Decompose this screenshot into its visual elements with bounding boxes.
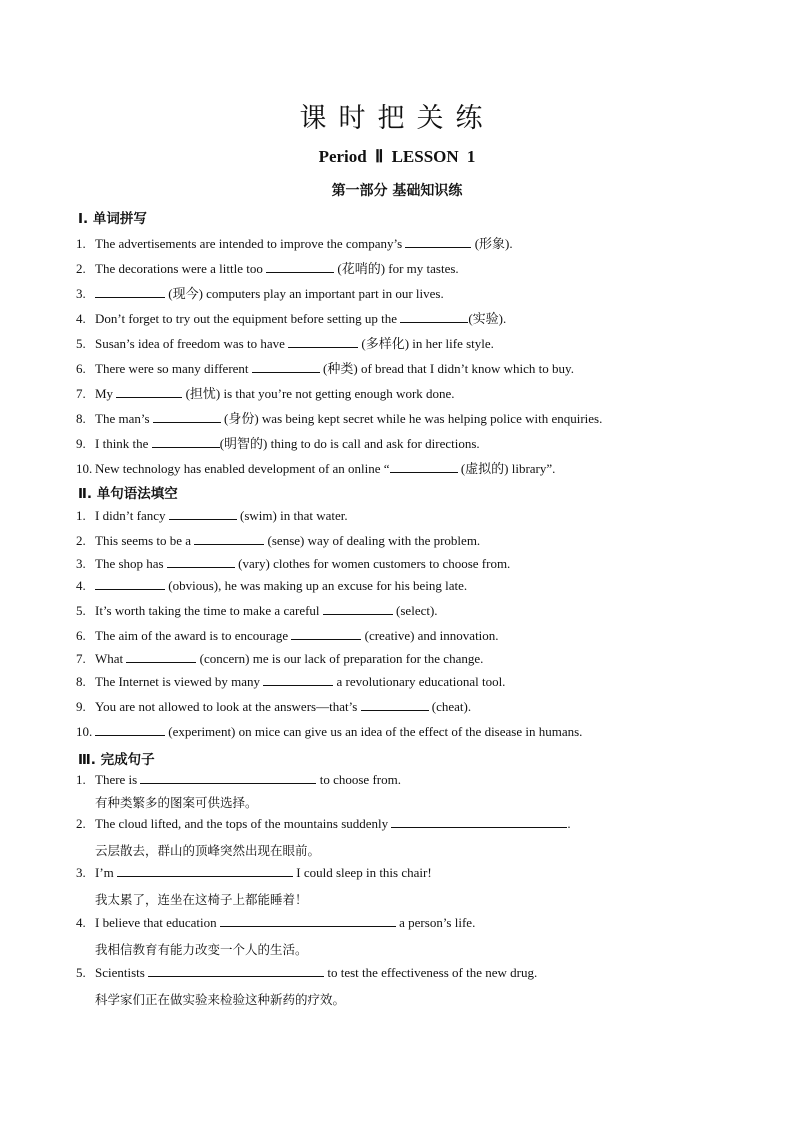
- s1-item-2: [76, 258, 459, 277]
- item-text-after: (creative) and innovation.: [361, 628, 499, 643]
- item-text-after: (experiment) on mice can give us an idea of the effect of the disease in humans.: [165, 724, 583, 739]
- answer-blank[interactable]: [391, 816, 567, 828]
- answer-blank[interactable]: [400, 311, 468, 323]
- s3-item-4: [76, 915, 475, 931]
- s1-item-6: [76, 358, 574, 377]
- item-number: 10.: [76, 461, 93, 476]
- s1-item-1: [76, 233, 513, 252]
- item-text-before: Susan’s idea of freedom was to have: [95, 336, 289, 351]
- item-text-after: (实验).: [468, 311, 507, 326]
- item-text-before: The aim of the award is to encourage: [95, 628, 292, 643]
- item-text-before: There were so many different: [95, 361, 252, 376]
- s2-item-5: [76, 603, 438, 619]
- item-text-after: (虚拟的) library”.: [457, 461, 556, 476]
- part-title: 第一部分 基础知识练: [331, 183, 463, 199]
- s3-item-2: [76, 816, 571, 832]
- answer-blank[interactable]: [220, 915, 396, 927]
- answer-blank[interactable]: [167, 556, 235, 568]
- item-text-before: My: [95, 386, 117, 401]
- item-number: 7.: [76, 651, 86, 666]
- item-text-before: The decorations were a little too: [95, 261, 267, 276]
- item-number: 3.: [76, 556, 86, 571]
- s3-item-4-translation: 我相信教育有能力改变一个人的生活。: [95, 942, 308, 957]
- answer-blank[interactable]: [323, 603, 393, 615]
- s1-item-9: [76, 433, 480, 452]
- item-number: 3.: [76, 865, 86, 880]
- item-text-before: New technology has enabled development of an online “: [95, 461, 390, 476]
- item-number: 1.: [76, 772, 86, 787]
- answer-blank[interactable]: [126, 651, 196, 663]
- item-text-before: You are not allowed to look at the answers—that’s: [95, 699, 361, 714]
- item-text-after: (现今) computers play an important part in our lives.: [165, 286, 444, 301]
- answer-blank[interactable]: [95, 724, 165, 736]
- item-number: 5.: [76, 336, 86, 351]
- item-number: 7.: [76, 386, 86, 401]
- s1-item-8: [76, 408, 602, 427]
- item-number: 3.: [76, 286, 86, 301]
- item-text-after: to test the effectiveness of the new drug.: [324, 965, 538, 980]
- item-number: 9.: [76, 436, 86, 451]
- s3-item-1: [76, 772, 401, 788]
- s2-item-1: [76, 508, 348, 524]
- item-text-after: (sense) way of dealing with the problem.: [264, 533, 481, 548]
- answer-blank[interactable]: [140, 772, 316, 784]
- item-text-after: a person’s life.: [395, 915, 476, 930]
- item-number: 4.: [76, 311, 86, 326]
- item-number: 6.: [76, 628, 86, 643]
- item-text-before: The advertisements are intended to improve the company’s: [95, 236, 406, 251]
- page-title: 课时把关练: [299, 103, 495, 134]
- answer-blank[interactable]: [361, 699, 429, 711]
- s3-item-2-translation: 云层散去，群山的顶峰突然出现在眼前。: [95, 843, 321, 858]
- item-text-before: I’m: [95, 865, 118, 880]
- item-number: 5.: [76, 965, 86, 980]
- s3-item-3-translation: 我太累了，连坐在这椅子上都能睡着！: [95, 892, 308, 907]
- item-text-after: (select).: [392, 603, 438, 618]
- item-number: 4.: [76, 915, 86, 930]
- item-text-after: .: [567, 816, 571, 831]
- s2-item-3: [76, 556, 510, 572]
- item-text-before: This seems to be a: [95, 533, 195, 548]
- s2-item-10: [76, 724, 582, 740]
- s3-item-5: [76, 965, 537, 981]
- item-number: 2.: [76, 816, 86, 831]
- answer-blank[interactable]: [117, 865, 293, 877]
- item-text-before: The Internet is viewed by many: [95, 674, 264, 689]
- section-2-heading: Ⅱ. 单句语法填空: [78, 486, 178, 502]
- item-text-before: There is: [95, 772, 141, 787]
- answer-blank[interactable]: [194, 533, 264, 545]
- s2-item-2: [76, 533, 480, 549]
- item-text-after: to choose from.: [316, 772, 401, 787]
- s2-item-7: [76, 651, 483, 667]
- item-number: 1.: [76, 508, 86, 523]
- answer-blank[interactable]: [169, 508, 237, 520]
- item-text-after: (obvious), he was making up an excuse for his being late.: [165, 578, 468, 593]
- item-text-before: I believe that education: [95, 915, 220, 930]
- answer-blank[interactable]: [266, 261, 334, 273]
- answer-blank[interactable]: [152, 436, 220, 448]
- item-text-after: I could sleep in this chair!: [293, 865, 432, 880]
- section-3-heading: Ⅲ. 完成句子: [78, 752, 155, 768]
- item-number: 8.: [76, 674, 86, 689]
- item-number: 5.: [76, 603, 86, 618]
- item-text-after: (swim) in that water.: [236, 508, 348, 523]
- item-text-after: a revolutionary educational tool.: [333, 674, 506, 689]
- item-text-after: (种类) of bread that I didn’t know which to buy.: [319, 361, 574, 376]
- item-text-before: The man’s: [95, 411, 153, 426]
- item-number: 10.: [76, 724, 93, 739]
- item-text-after: (身份) was being kept secret while he was helping police with enquiries.: [220, 411, 603, 426]
- s1-item-4: [76, 308, 506, 327]
- item-number: 4.: [76, 578, 86, 593]
- item-text-after: (明智的) thing to do is call and ask for directions.: [219, 436, 480, 451]
- s1-item-7: [76, 383, 455, 402]
- item-text-before: What: [95, 651, 127, 666]
- answer-blank[interactable]: [405, 236, 471, 248]
- item-text-before: It’s worth taking the time to make a careful: [95, 603, 323, 618]
- item-number: 2.: [76, 533, 86, 548]
- answer-blank[interactable]: [95, 286, 165, 298]
- item-number: 9.: [76, 699, 86, 714]
- section-1-heading: Ⅰ. 单词拼写: [78, 211, 147, 227]
- s1-item-3: [76, 283, 444, 302]
- s2-item-4: [76, 578, 467, 594]
- s2-item-8: [76, 674, 505, 690]
- s3-item-5-translation: 科学家们正在做实验来检验这种新药的疗效。: [95, 992, 346, 1007]
- item-text-after: (多样化) in her life style.: [358, 336, 494, 351]
- item-number: 2.: [76, 261, 86, 276]
- s2-item-9: [76, 699, 471, 715]
- item-text-before: The cloud lifted, and the tops of the mountains suddenly: [95, 816, 392, 831]
- item-text-before: The shop has: [95, 556, 167, 571]
- item-text-before: I didn’t fancy: [95, 508, 169, 523]
- answer-blank[interactable]: [95, 578, 165, 590]
- answer-blank[interactable]: [148, 965, 324, 977]
- item-text-after: (cheat).: [428, 699, 472, 714]
- item-text-after: (花哨的) for my tastes.: [334, 261, 459, 276]
- lesson-subtitle: Period Ⅱ LESSON 1: [318, 147, 476, 166]
- answer-blank[interactable]: [153, 411, 221, 423]
- s3-item-1-translation: 有种类繁多的图案可供选择。: [95, 795, 258, 810]
- answer-blank[interactable]: [390, 461, 458, 473]
- answer-blank[interactable]: [252, 361, 320, 373]
- s1-item-5: [76, 333, 494, 352]
- item-number: 6.: [76, 361, 86, 376]
- s3-item-3: [76, 865, 432, 881]
- item-text-after: (形象).: [471, 236, 513, 251]
- item-text-before: I think the: [95, 436, 152, 451]
- s1-item-10: [76, 458, 555, 477]
- answer-blank[interactable]: [291, 628, 361, 640]
- item-text-after: (concern) me is our lack of preparation for the change.: [196, 651, 484, 666]
- item-text-before: Don’t forget to try out the equipment before setting up the: [95, 311, 401, 326]
- item-number: 1.: [76, 236, 86, 251]
- s2-item-6: [76, 628, 499, 644]
- item-number: 8.: [76, 411, 86, 426]
- answer-blank[interactable]: [116, 386, 182, 398]
- answer-blank[interactable]: [288, 336, 358, 348]
- item-text-after: (担忧) is that you’re not getting enough work done.: [182, 386, 455, 401]
- answer-blank[interactable]: [263, 674, 333, 686]
- item-text-before: Scientists: [95, 965, 149, 980]
- item-text-after: (vary) clothes for women customers to choose from.: [234, 556, 511, 571]
